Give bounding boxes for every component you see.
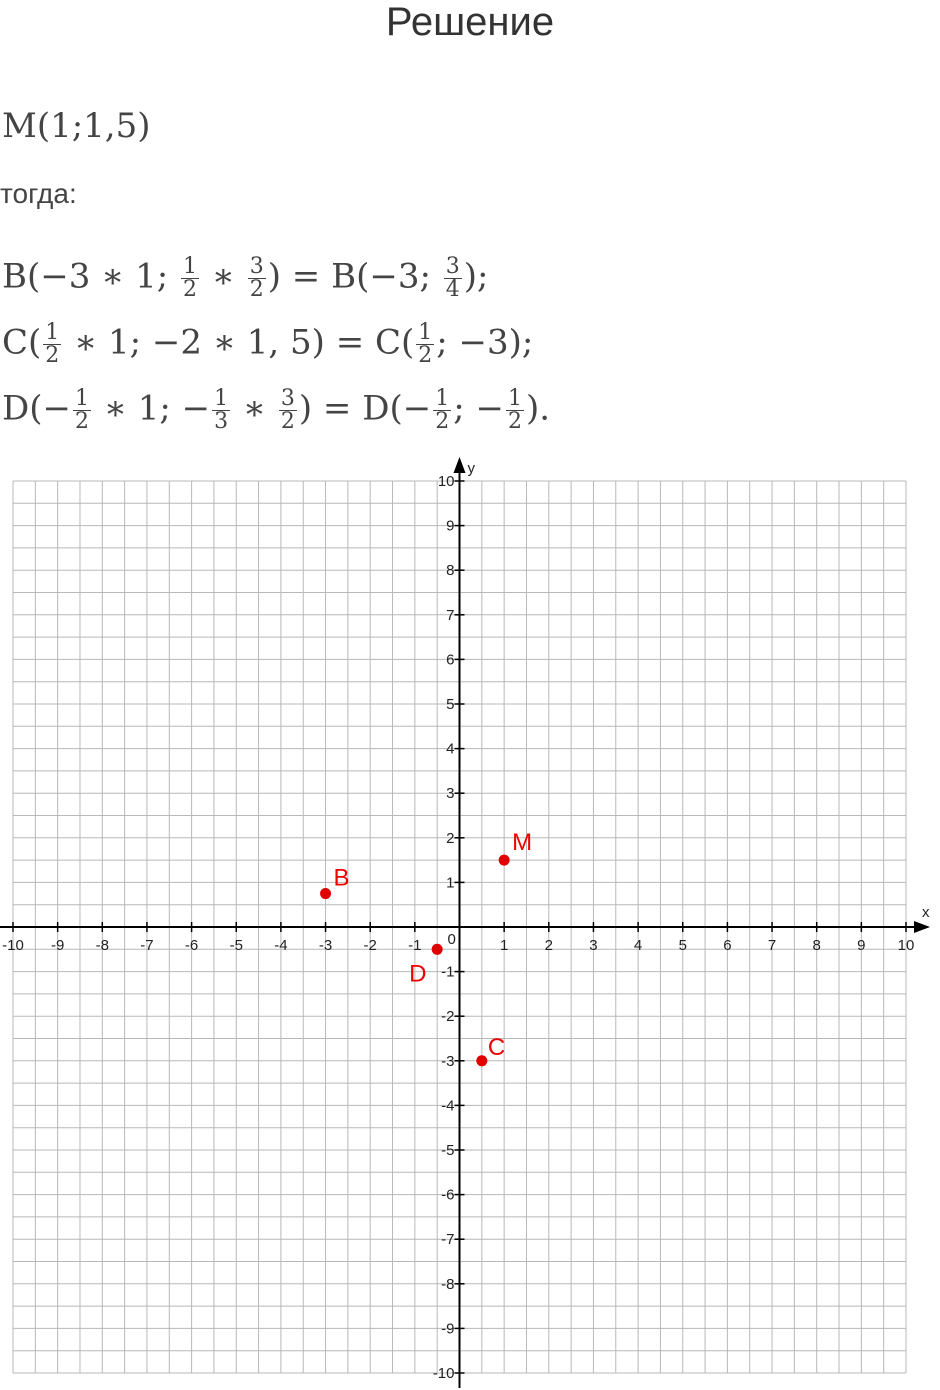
numerator: 3: [445, 254, 460, 279]
formula-d-text4: ) = D(−: [298, 388, 432, 429]
y-tick-label: 9: [446, 517, 455, 535]
x-tick-label: -9: [50, 937, 65, 954]
point-label-m: M: [512, 829, 533, 857]
x-tick-label: -4: [274, 937, 288, 954]
formula-b-text2: ∗: [201, 256, 246, 297]
x-tick-label: -2: [363, 937, 377, 954]
numerator: 1: [214, 386, 229, 411]
y-tick-label: -8: [441, 1275, 455, 1293]
point-label-c: C: [487, 1033, 506, 1061]
y-tick-label: -4: [441, 1097, 455, 1115]
formula-b-text3: ) = B(−3;: [267, 256, 442, 297]
denominator: 2: [249, 277, 264, 302]
x-tick-label: 9: [857, 937, 866, 954]
x-tick-label: -1: [408, 937, 422, 954]
formula-d-text6: ).: [526, 388, 551, 429]
numerator: 1: [508, 386, 523, 411]
point-m: [499, 855, 510, 866]
y-tick-label: -3: [441, 1052, 455, 1070]
y-tick-label: -1: [441, 963, 455, 981]
numerator: 1: [45, 320, 60, 345]
y-tick-label: 10: [437, 473, 455, 490]
formula-d-text5: ; −: [453, 388, 505, 429]
formula-b-text4: );: [463, 256, 489, 297]
y-tick-label: -7: [441, 1231, 455, 1249]
numerator: 3: [249, 254, 264, 279]
formula-c-text3: ; −3);: [436, 322, 534, 363]
x-tick-label: 4: [633, 937, 643, 954]
page-title: Решение: [385, 0, 555, 44]
numerator: 3: [280, 386, 295, 411]
y-tick-label: 6: [446, 651, 455, 669]
y-tick-label: -6: [441, 1186, 455, 1204]
denominator: 2: [45, 343, 60, 368]
point-d: [432, 944, 443, 955]
y-axis-arrow: [454, 457, 466, 473]
denominator: 2: [75, 409, 90, 434]
x-tick-label: -8: [95, 937, 109, 954]
x-tick-label: -7: [140, 937, 154, 954]
denominator: 3: [214, 409, 229, 434]
y-tick-label: 7: [446, 606, 455, 624]
y-tick-label: -5: [441, 1142, 455, 1159]
point-b: [320, 888, 331, 899]
numerator: 1: [435, 386, 450, 411]
x-tick-label: -3: [318, 937, 333, 954]
x-tick-label: 5: [678, 937, 687, 954]
denominator: 4: [445, 277, 460, 302]
x-tick-label: 1: [499, 937, 509, 954]
denominator: 2: [280, 409, 295, 434]
formula-b-text1: B(−3 ∗ 1;: [2, 256, 179, 297]
point-label-b: B: [333, 864, 350, 892]
point-c: [476, 1055, 487, 1066]
denominator: 2: [435, 409, 450, 434]
x-tick-label: -10: [2, 937, 24, 954]
formula-d-text1: D(−: [2, 388, 72, 429]
y-tick-label: -2: [441, 1008, 455, 1026]
y-axis-label: y: [467, 460, 475, 477]
denominator: 2: [418, 343, 433, 368]
denominator: 2: [508, 409, 523, 434]
y-tick-label: 2: [446, 829, 455, 847]
origin-label: 0: [447, 931, 456, 948]
x-axis-label: x: [922, 904, 930, 921]
formula-c-text2: ∗ 1; −2 ∗ 1, 5) = C(: [63, 322, 415, 363]
point-label-d: D: [409, 960, 427, 988]
y-tick-label: -10: [432, 1365, 455, 1382]
numerator: 1: [418, 320, 433, 345]
formula-c-text1: C(: [2, 322, 42, 363]
numerator: 1: [183, 254, 197, 279]
x-tick-label: 10: [897, 937, 915, 954]
x-tick-label: -5: [229, 937, 243, 954]
formula-d-text3: ∗: [232, 388, 277, 429]
x-tick-label: 2: [544, 937, 553, 954]
x-tick-label: 8: [812, 937, 821, 954]
formula-d-text2: ∗ 1; −: [93, 388, 211, 429]
y-tick-label: -9: [441, 1320, 455, 1338]
x-tick-label: -6: [184, 937, 199, 954]
x-axis-arrow: [914, 921, 930, 933]
numerator: 1: [75, 386, 90, 411]
x-tick-label: 6: [723, 937, 732, 954]
y-tick-label: 8: [446, 562, 455, 580]
denominator: 2: [183, 277, 197, 302]
y-tick-label: 5: [446, 696, 455, 713]
y-tick-label: 3: [446, 785, 455, 803]
then-label: тогда:: [0, 178, 77, 209]
y-tick-label: 1: [446, 874, 455, 892]
x-tick-label: 7: [767, 937, 777, 954]
given-point: M(1;1,5): [2, 106, 151, 146]
x-tick-label: 3: [589, 937, 598, 954]
y-tick-label: 4: [446, 740, 455, 758]
